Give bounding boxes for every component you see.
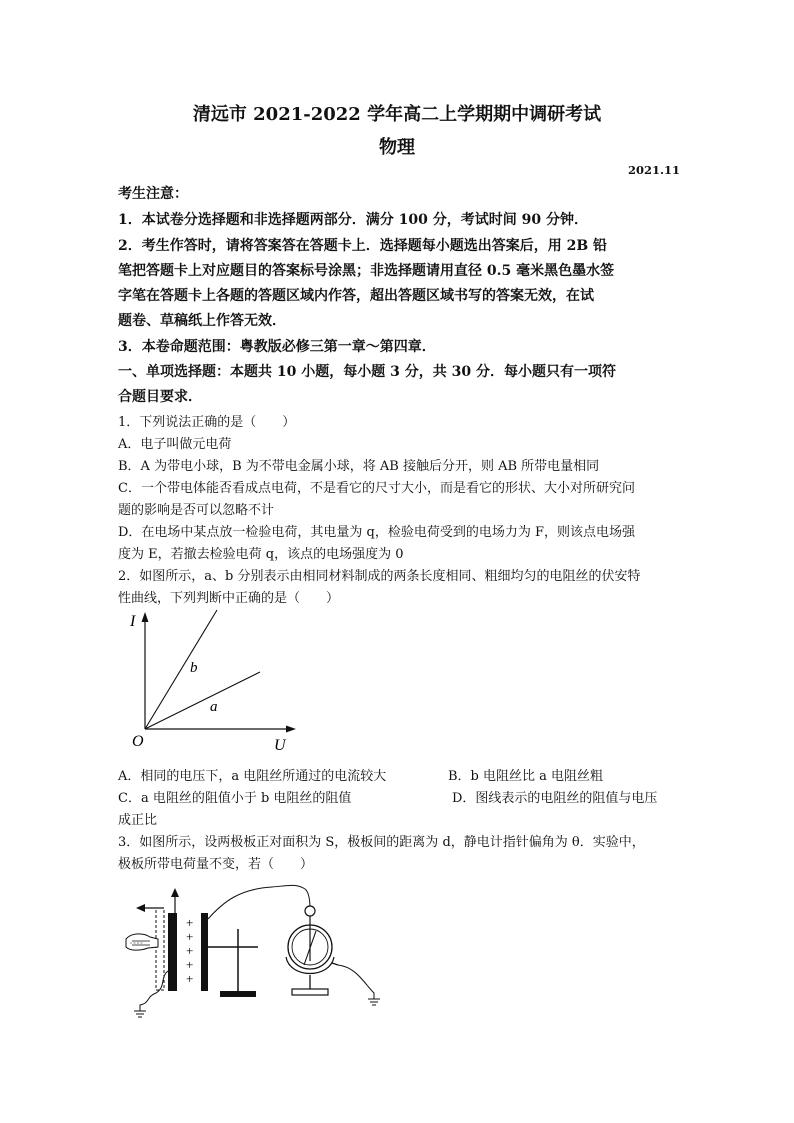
notice-line: 1．本试卷分选择题和非选择题两部分．满分 100 分，考试时间 90 分钟． (118, 212, 588, 228)
u-axis-label: U (274, 737, 286, 754)
notice-line: 笔把答题卡上对应题目的答案标号涂黑；非选择题请用直径 0.5 毫米黑色墨水签 (118, 263, 615, 279)
upward-arrow-head (171, 888, 179, 897)
notice-line: 2．考生作答时，请将答案答在答题卡上．选择题每小题选出答案后，用 2B 铅 (118, 238, 608, 254)
left-plate (168, 913, 177, 991)
left-ground-wire (140, 971, 168, 1011)
exam-date: 2021.11 (628, 163, 681, 177)
section-heading: 一、单项选择题：本题共 10 小题，每小题 3 分，共 30 分．每小题只有一项符 (118, 364, 616, 380)
i-axis-arrow (142, 612, 149, 622)
right-plate (201, 913, 208, 991)
charge-sign: + (186, 971, 194, 986)
i-axis-label: I (130, 613, 136, 630)
origin-label: O (132, 733, 144, 750)
capacitor-apparatus (120, 875, 400, 1025)
question-3-stem-cont: 极板所带电荷量不变，若（ ） (118, 857, 314, 872)
charge-sign: + (186, 957, 194, 972)
q2-option-a: A．相同的电压下，a 电阻丝所通过的电流较大 (118, 769, 387, 784)
hand-icon (126, 934, 158, 950)
q2-option-b: B．b 电阻丝比 a 电阻丝粗 (448, 769, 604, 784)
charge-sign: + (186, 943, 194, 958)
line-b-label: b (190, 660, 198, 676)
subject-title: 物理 (379, 137, 415, 158)
question-2-stem: 2．如图所示，a、b 分别表示由相同材料制成的两条长度相同、粗细均匀的电阻丝的伏安特 (118, 569, 641, 584)
q1-option-d-cont: 度为 E，若撤去检验电荷 q，该点的电场强度为 0 (118, 547, 404, 562)
ground-icon (134, 1011, 146, 1017)
question-3-stem: 3．如图所示，设两极板正对面积为 S，极板间的距离为 d，静电计指针偏角为 θ．实验中， (118, 835, 645, 850)
section-heading-cont: 合题目要求． (118, 389, 202, 405)
q1-option-a: A．电子叫做元电荷 (118, 437, 232, 452)
question-2-stem-cont: 性曲线，下列判断中正确的是（ ） (118, 591, 340, 606)
notice-line: 3．本卷命题范围：粤教版必修三第一章～第四章． (118, 339, 436, 355)
connecting-wire (208, 885, 310, 919)
exam-title: 清远市 2021-2022 学年高二上学期期中调研考试 (192, 104, 602, 125)
notice-line: 字笔在答题卡上各题的答题区域内作答，超出答题区域书写的答案无效，在试 (118, 288, 594, 304)
electrometer (286, 906, 338, 995)
dashed-plate-outline (156, 908, 164, 990)
right-ground-wire (338, 965, 374, 999)
q1-option-c-cont: 题的影响是否可以忽略不计 (118, 503, 275, 518)
q1-option-c: C．一个带电体能否看成点电荷，不是看它的尺寸大小，而是看它的形状、大小对所研究问 (118, 481, 635, 496)
notice-heading: 考生注意： (118, 186, 188, 202)
charge-sign: + (186, 929, 194, 944)
ground-icon (368, 999, 380, 1005)
stand-base (220, 991, 256, 997)
q2-option-d: D．图线表示的电阻丝的阻值与电压 (452, 791, 658, 806)
q1-option-d: D．在电场中某点放一检验电荷，其电量为 q，检验电荷受到的电场力为 F，则该点电场强 (118, 525, 636, 540)
notice-line: 题卷、草稿纸上作答无效． (118, 313, 286, 329)
q2-option-d-cont: 成正比 (118, 813, 158, 828)
leftward-arrow-head (136, 904, 145, 912)
u-axis-arrow (286, 726, 296, 733)
iu-graph (120, 606, 310, 758)
question-1-stem: 1．下列说法正确的是（ ） (118, 415, 296, 430)
q1-option-b: B．A 为带电小球，B 为不带电金属小球，将 AB 接触后分开，则 AB 所带电量相同 (118, 459, 600, 474)
charge-sign: + (186, 915, 194, 930)
q2-option-c: C．a 电阻丝的阻值小于 b 电阻丝的阻值 (118, 791, 352, 806)
line-a-label: a (210, 699, 218, 715)
